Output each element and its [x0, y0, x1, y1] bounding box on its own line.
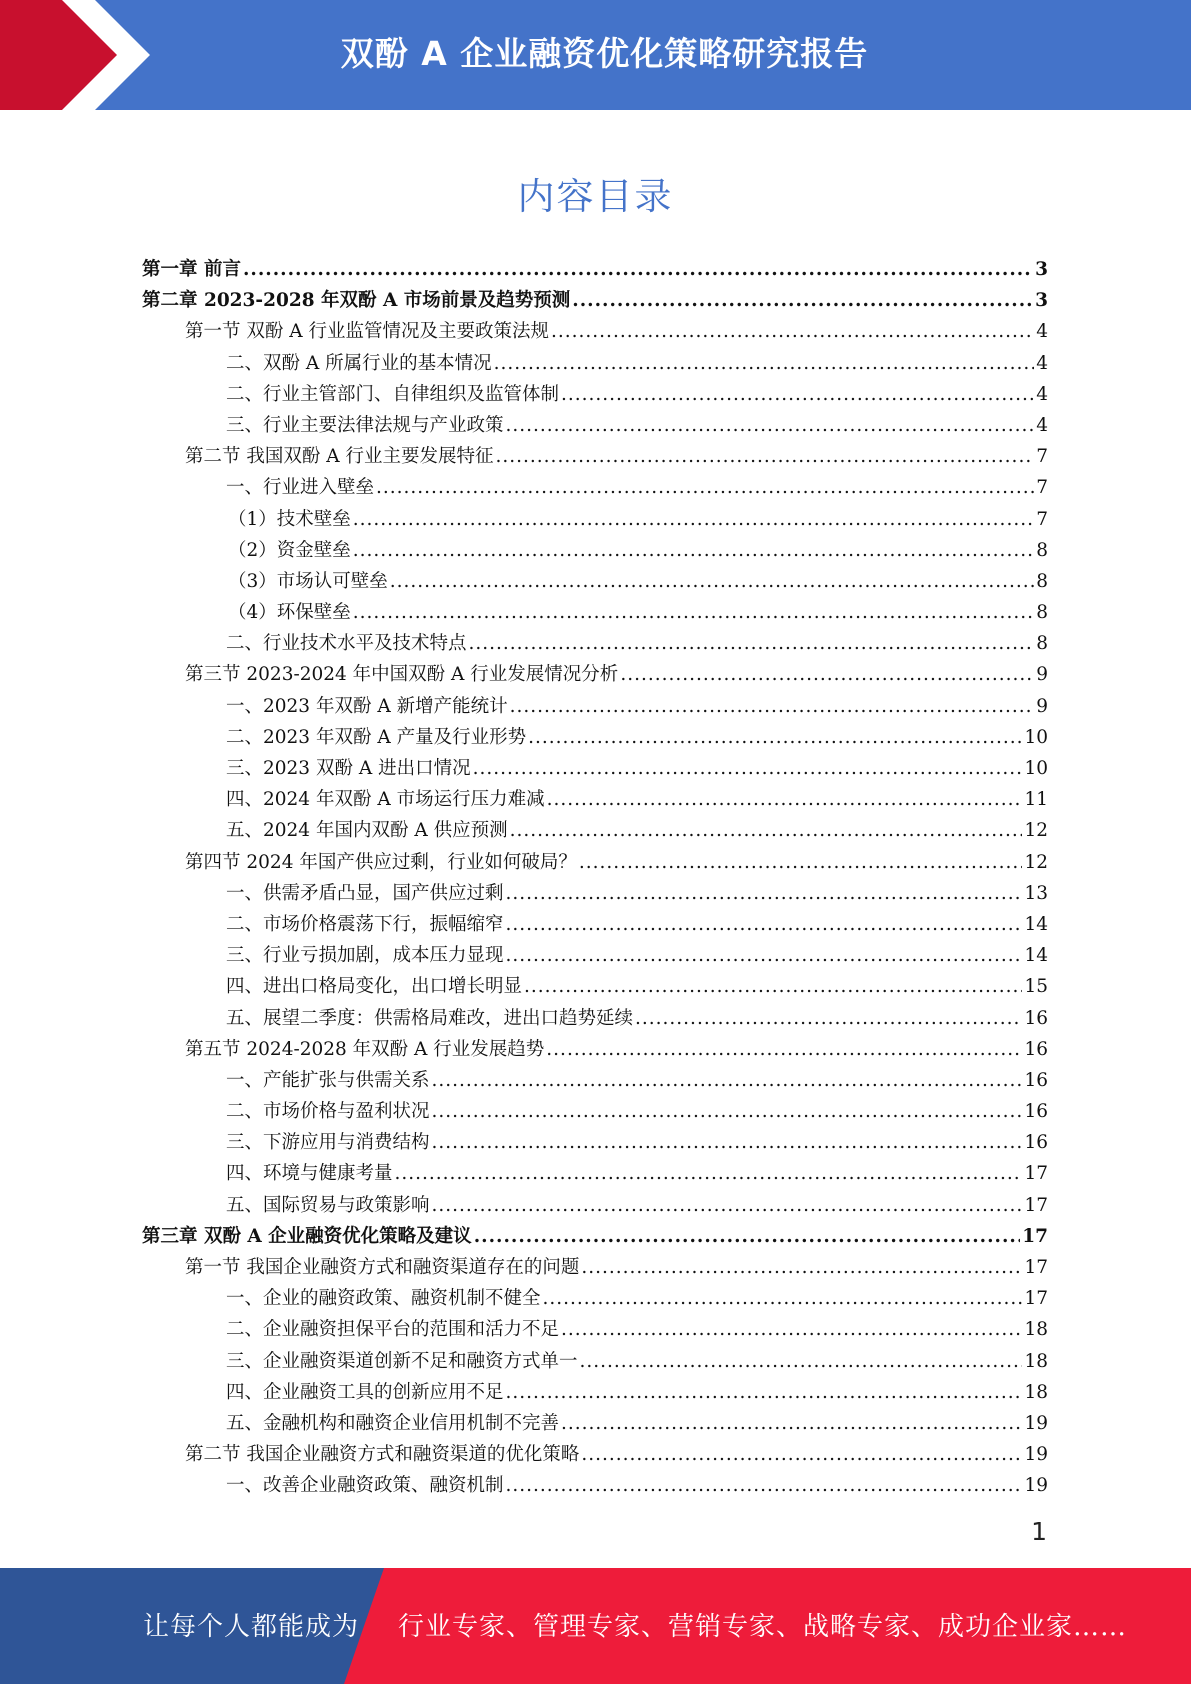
toc-entry-title: 二、市场价格与盈利状况 — [226, 1101, 430, 1123]
toc-entry[interactable] — [142, 597, 1048, 628]
toc-entry-page: 10 — [1024, 758, 1048, 779]
toc-entry-page: 19 — [1024, 1444, 1048, 1466]
toc-entry-title: 四、环境与健康考量 — [226, 1163, 393, 1185]
footer-band — [0, 1568, 1191, 1684]
toc-entry[interactable] — [142, 316, 1048, 347]
toc-leader-dots — [474, 1221, 1021, 1252]
toc-entry[interactable] — [142, 1346, 1048, 1377]
toc-entry[interactable] — [142, 940, 1048, 971]
toc-entry-title: 二、双酚 A 所属行业的基本情况 — [226, 352, 492, 374]
toc-entry[interactable] — [142, 815, 1048, 846]
toc-entry-page: 17 — [1024, 1194, 1048, 1216]
toc-entry-title: 一、产能扩张与供需关系 — [226, 1069, 430, 1091]
toc-entry-title: 五、金融机构和融资企业信用机制不完善 — [226, 1412, 560, 1434]
toc-entry-title: 三、行业主要法律法规与产业政策 — [226, 414, 504, 436]
toc-entry-page: 8 — [1036, 633, 1048, 655]
toc-entry[interactable] — [142, 971, 1048, 1002]
toc-leader-dots — [579, 847, 1023, 878]
toc-entry-title: 第一节 双酚 A 行业监管情况及主要政策法规 — [185, 321, 550, 343]
toc-heading: 内容目录 — [517, 175, 674, 218]
toc-entry[interactable] — [142, 566, 1048, 597]
toc-entry-page: 12 — [1024, 851, 1048, 873]
toc-leader-dots — [496, 441, 1035, 472]
toc-entry-title: 三、2023 双酚 A 进出口情况 — [226, 758, 471, 779]
toc-entry[interactable] — [142, 753, 1048, 784]
toc-entry-title: 第一章 前言 — [142, 259, 241, 280]
toc-leader-dots — [506, 909, 1023, 940]
toc-entry-page: 4 — [1036, 321, 1048, 343]
toc-entry[interactable] — [142, 1158, 1048, 1189]
toc-leader-dots — [506, 878, 1023, 909]
toc-leader-dots — [353, 504, 1034, 535]
toc-entry[interactable] — [142, 1252, 1048, 1283]
toc-leader-dots — [510, 691, 1035, 722]
toc-entry-page: 18 — [1024, 1319, 1048, 1341]
toc-entry[interactable] — [142, 909, 1048, 940]
toc-entry[interactable] — [142, 628, 1048, 659]
footer-slogan-left: 让每个人都能成为 — [143, 1612, 360, 1642]
toc-entry-title: （3）市场认可壁垒 — [228, 570, 388, 592]
toc-entry[interactable] — [142, 1127, 1048, 1158]
toc-leader-dots — [494, 348, 1035, 379]
toc-entry[interactable] — [142, 1065, 1048, 1096]
toc-entry-title: 二、行业主管部门、自律组织及监管体制 — [226, 383, 560, 405]
toc-leader-dots — [353, 597, 1034, 628]
toc-entry[interactable] — [142, 1283, 1048, 1314]
toc-entry-page: 15 — [1024, 976, 1048, 998]
toc-entry[interactable] — [142, 691, 1048, 722]
toc-leader-dots — [395, 1158, 1023, 1189]
toc-entry-page: 4 — [1036, 383, 1048, 405]
toc-leader-dots — [353, 535, 1034, 566]
toc-entry-title: （1）技术壁垒 — [228, 508, 351, 530]
toc-entry-page: 8 — [1036, 539, 1048, 561]
toc-entry[interactable] — [142, 1190, 1048, 1221]
toc-entry-page: 9 — [1036, 695, 1048, 717]
toc-leader-dots — [432, 1127, 1023, 1158]
toc-leader-dots — [543, 1283, 1023, 1314]
toc-entry[interactable] — [142, 1221, 1048, 1252]
toc-entry-title: 五、展望二季度：供需格局难改，进出口趋势延续 — [226, 1007, 634, 1029]
toc-leader-dots — [561, 379, 1034, 410]
toc-leader-dots — [561, 1314, 1022, 1345]
toc-entry[interactable] — [142, 254, 1048, 285]
toc-entry-page: 16 — [1024, 1101, 1048, 1123]
toc-leader-dots — [635, 1003, 1022, 1034]
toc-entry-page: 8 — [1036, 570, 1048, 592]
toc-entry-page: 12 — [1024, 820, 1048, 842]
toc-leader-dots — [572, 285, 1033, 316]
toc-entry[interactable] — [142, 1439, 1048, 1470]
toc-entry-title: 一、企业的融资政策、融资机制不健全 — [226, 1288, 541, 1310]
toc-entry-page: 7 — [1036, 446, 1048, 468]
toc-leader-dots — [390, 566, 1034, 597]
toc-leader-dots — [376, 472, 1034, 503]
table-of-contents — [142, 254, 1048, 1502]
toc-entry-page: 18 — [1024, 1381, 1048, 1403]
toc-entry-title: 二、行业技术水平及技术特点 — [226, 633, 467, 655]
toc-entry[interactable] — [142, 878, 1048, 909]
toc-entry-title: 三、行业亏损加剧，成本压力显现 — [226, 945, 504, 967]
toc-leader-dots — [469, 628, 1035, 659]
toc-entry-title: 第五节 2024-2028 年双酚 A 行业发展趋势 — [185, 1038, 545, 1060]
header-band — [0, 0, 1191, 110]
toc-entry[interactable] — [142, 1377, 1048, 1408]
toc-entry-title: 第三节 2023-2024 年中国双酚 A 行业发展情况分析 — [185, 664, 619, 686]
toc-entry-page: 14 — [1024, 913, 1048, 935]
toc-entry-page: 4 — [1036, 414, 1048, 436]
toc-entry-page: 3 — [1035, 290, 1048, 312]
toc-entry-page: 8 — [1036, 602, 1048, 624]
toc-entry[interactable] — [142, 784, 1048, 815]
toc-entry[interactable] — [142, 847, 1048, 878]
toc-leader-dots — [551, 316, 1034, 347]
toc-entry-title: 四、进出口格局变化，出口增长明显 — [226, 976, 523, 998]
toc-leader-dots — [620, 659, 1034, 690]
toc-entry[interactable] — [142, 1096, 1048, 1127]
toc-entry-page: 17 — [1022, 1225, 1048, 1247]
toc-entry-page: 17 — [1024, 1163, 1048, 1185]
toc-entry-page: 9 — [1036, 664, 1048, 686]
toc-entry-title: 五、2024 年国内双酚 A 供应预测 — [226, 820, 508, 842]
page-number: 1 — [1031, 1517, 1047, 1546]
toc-leader-dots — [506, 940, 1023, 971]
toc-leader-dots — [473, 753, 1023, 784]
toc-entry-title: 三、下游应用与消费结构 — [226, 1132, 430, 1154]
toc-entry-title: 第三章 双酚 A 企业融资优化策略及建议 — [142, 1225, 472, 1247]
toc-entry[interactable] — [142, 535, 1048, 566]
toc-entry-title: 第二节 我国企业融资方式和融资渠道的优化策略 — [185, 1444, 580, 1466]
toc-leader-dots — [510, 815, 1023, 846]
toc-entry[interactable] — [142, 441, 1048, 472]
toc-entry-title: （2）资金壁垒 — [228, 539, 351, 561]
toc-entry[interactable] — [142, 1470, 1048, 1501]
toc-entry-title: 第二节 我国双酚 A 行业主要发展特征 — [185, 446, 494, 468]
toc-entry-page: 3 — [1035, 259, 1048, 280]
toc-entry-title: 四、企业融资工具的创新应用不足 — [226, 1381, 504, 1403]
toc-leader-dots — [581, 1439, 1022, 1470]
toc-entry-title: 第四节 2024 年国产供应过剩，行业如何破局？ — [185, 851, 577, 873]
toc-entry[interactable] — [142, 410, 1048, 441]
toc-entry-page: 7 — [1036, 477, 1048, 499]
toc-entry-title: 一、供需矛盾凸显，国产供应过剩 — [226, 882, 504, 904]
toc-leader-dots — [243, 254, 1033, 285]
toc-leader-dots — [432, 1190, 1023, 1221]
toc-leader-dots — [506, 1470, 1023, 1501]
toc-entry[interactable] — [142, 1408, 1048, 1439]
toc-entry-page: 4 — [1036, 352, 1048, 374]
toc-entry-page: 17 — [1024, 1257, 1048, 1278]
toc-entry-page: 7 — [1036, 508, 1048, 530]
toc-entry[interactable] — [142, 472, 1048, 503]
toc-leader-dots — [546, 1034, 1022, 1065]
toc-entry-page: 16 — [1024, 1007, 1048, 1029]
toc-entry-page: 19 — [1024, 1412, 1048, 1434]
toc-leader-dots — [581, 1252, 1022, 1283]
toc-entry[interactable] — [142, 504, 1048, 535]
toc-entry-page: 13 — [1024, 882, 1048, 904]
toc-entry-title: 二、市场价格震荡下行，振幅缩窄 — [226, 913, 504, 935]
toc-leader-dots — [524, 971, 1022, 1002]
toc-entry[interactable] — [142, 285, 1048, 316]
toc-entry-title: 三、企业融资渠道创新不足和融资方式单一 — [226, 1350, 578, 1372]
toc-entry-page: 11 — [1024, 789, 1048, 811]
toc-entry-page: 16 — [1024, 1069, 1048, 1091]
toc-leader-dots — [580, 1346, 1023, 1377]
footer-slogan-right: 行业专家、管理专家、营销专家、战略专家、成功企业家…… — [398, 1612, 1128, 1642]
toc-entry[interactable] — [142, 659, 1048, 690]
toc-entry-page: 16 — [1024, 1038, 1048, 1060]
toc-entry[interactable] — [142, 348, 1048, 379]
toc-entry[interactable] — [142, 1003, 1048, 1034]
toc-entry-title: 一、改善企业融资政策、融资机制 — [226, 1475, 504, 1497]
toc-entry[interactable] — [142, 722, 1048, 753]
toc-leader-dots — [506, 1377, 1023, 1408]
toc-entry-page: 14 — [1024, 945, 1048, 967]
report-title: 双酚 A 企业融资优化策略研究报告 — [340, 34, 869, 73]
toc-entry-title: 一、2023 年双酚 A 新增产能统计 — [226, 695, 508, 717]
toc-entry-title: 四、2024 年双酚 A 市场运行压力难减 — [226, 789, 545, 811]
toc-entry-title: 二、企业融资担保平台的范围和活力不足 — [226, 1319, 560, 1341]
toc-entry-title: 第二章 2023-2028 年双酚 A 市场前景及趋势预测 — [142, 290, 571, 312]
toc-entry-title: 第一节 我国企业融资方式和融资渠道存在的问题 — [185, 1257, 580, 1278]
toc-leader-dots — [547, 784, 1023, 815]
toc-entry-page: 10 — [1024, 726, 1048, 748]
toc-entry-page: 16 — [1024, 1132, 1048, 1154]
toc-entry-title: 一、行业进入壁垒 — [226, 477, 375, 499]
toc-leader-dots — [561, 1408, 1022, 1439]
toc-leader-dots — [432, 1065, 1023, 1096]
toc-entry-title: 二、2023 年双酚 A 产量及行业形势 — [226, 726, 527, 748]
toc-entry-page: 18 — [1024, 1350, 1048, 1372]
toc-entry[interactable] — [142, 1034, 1048, 1065]
toc-leader-dots — [506, 410, 1035, 441]
toc-entry-title: 五、国际贸易与政策影响 — [226, 1194, 430, 1216]
toc-entry-page: 17 — [1024, 1288, 1048, 1310]
toc-entry-title: （4）环保壁垒 — [228, 602, 351, 624]
toc-entry-page: 19 — [1024, 1475, 1048, 1497]
toc-leader-dots — [432, 1096, 1023, 1127]
toc-entry[interactable] — [142, 1314, 1048, 1345]
toc-entry[interactable] — [142, 379, 1048, 410]
toc-leader-dots — [528, 722, 1022, 753]
